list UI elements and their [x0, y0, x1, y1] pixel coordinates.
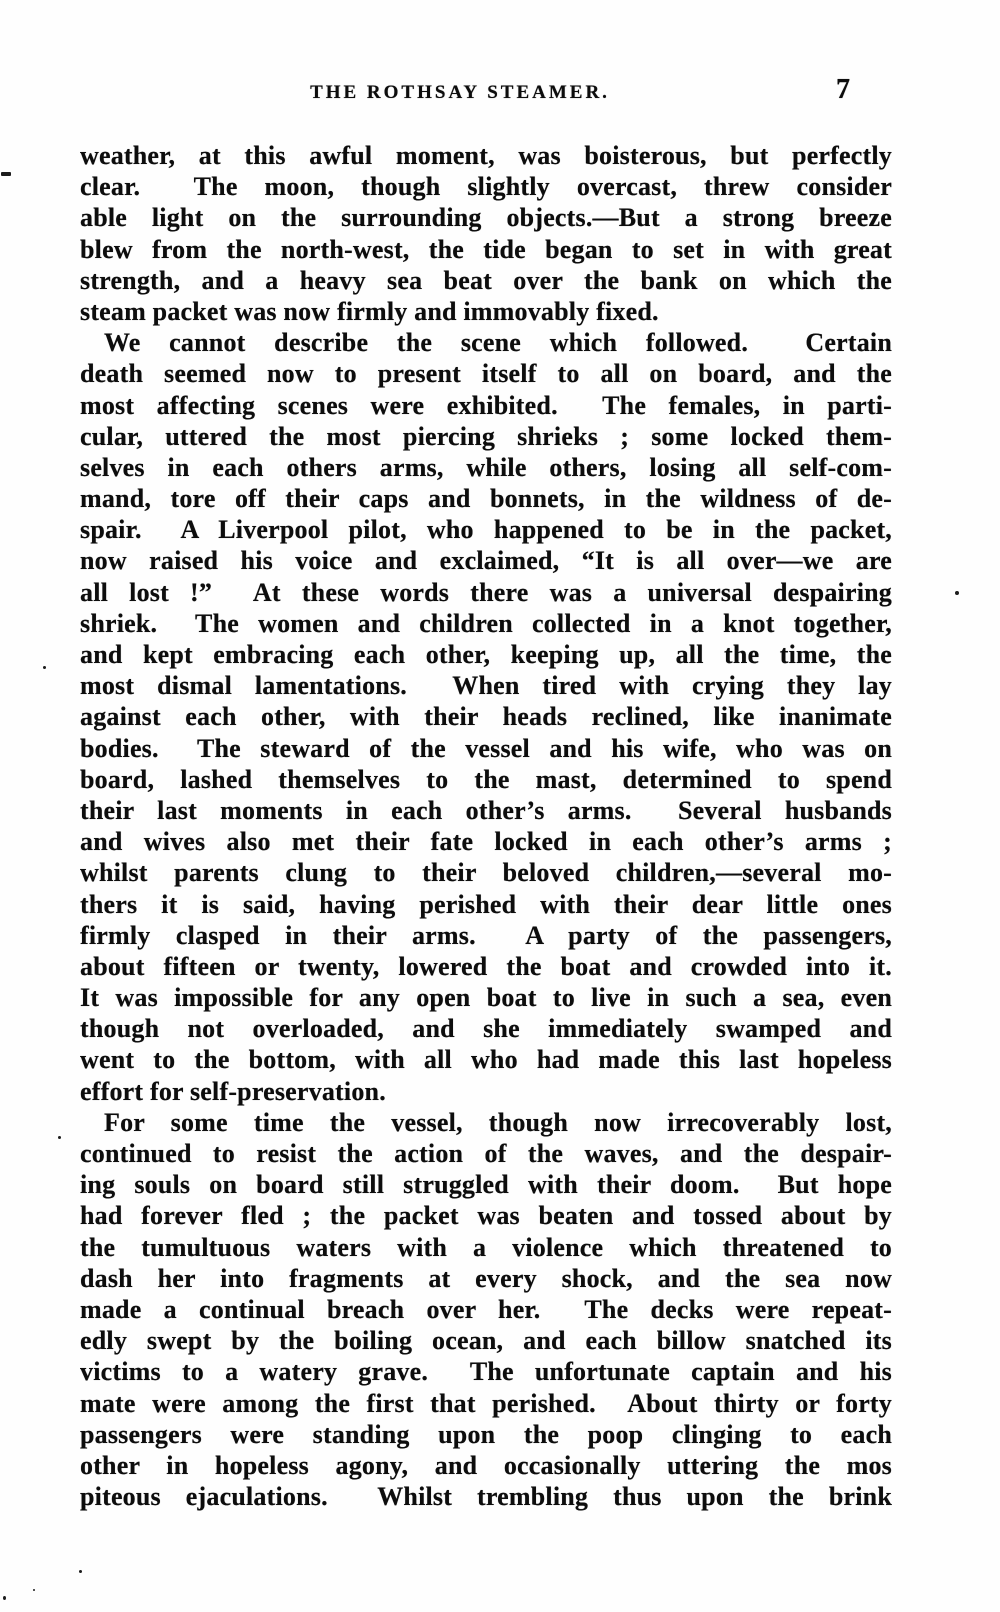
- text-line: clear. The moon, though slightly overcast, threw consider: [80, 172, 892, 202]
- text-line: able light on the surrounding objects.—But a strong breeze: [80, 203, 892, 233]
- text-line: continued to resist the action of the waves, and the despair-: [80, 1139, 892, 1168]
- text-line: edly swept by the boiling ocean, and each billow snatched its: [80, 1326, 892, 1356]
- text-line: selves in each others arms, while others, losing all self-com-: [80, 452, 892, 482]
- text-line: whilst parents clung to their beloved children,—several mo-: [80, 858, 892, 888]
- text-line: firmly clasped in their arms. A party of the passengers,: [80, 920, 892, 950]
- text-line: about fifteen or twenty, lowered the boat and crowded into it.: [80, 951, 892, 981]
- text-line: weather, at this awful moment, was boisterous, but perfectly: [80, 141, 892, 170]
- text-line: dash her into fragments at every shock, and the sea now: [80, 1263, 892, 1293]
- text-line: went to the bottom, with all who had made this last hopeless: [80, 1045, 892, 1075]
- text-line: now raised his voice and exclaimed, “It is all over—we are: [80, 546, 892, 576]
- scan-artifact-dot: [58, 1136, 61, 1139]
- scan-artifact-dash: [1, 172, 11, 176]
- text-line: cular, uttered the most piercing shrieks ; some locked them-: [80, 421, 892, 451]
- text-line: death seemed now to present itself to all on board, and the: [80, 359, 892, 389]
- paragraph: [80, 327, 892, 1107]
- page-number: 7: [836, 74, 850, 105]
- text-line: We cannot describe the scene which followed. Certain: [104, 328, 892, 358]
- text-line: steam packet was now firmly and immovably fixed.: [80, 296, 659, 326]
- scan-artifact-dot: [955, 591, 959, 595]
- scan-artifact-dot: [3, 1596, 6, 1600]
- text-line: their last moments in each other’s arms. Several husbands: [80, 795, 892, 825]
- text-line: made a continual breach over her. The decks were repeat-: [80, 1294, 892, 1324]
- text-line: mate were among the first that perished. About thirty or forty: [80, 1388, 892, 1418]
- text-line: passengers were standing upon the poop clinging to each: [80, 1419, 892, 1449]
- text-line: shriek. The women and children collected in a knot together,: [80, 608, 892, 638]
- text-line: and wives also met their fate locked in each other’s arms ;: [80, 827, 892, 857]
- text-line: and kept embracing each other, keeping up, all the time, the: [80, 640, 892, 669]
- text-line: most affecting scenes were exhibited. The females, in parti-: [80, 390, 892, 420]
- text-line: the tumultuous waters with a violence which threatened to: [80, 1232, 892, 1262]
- text-line: strength, and a heavy sea beat over the bank on which the: [80, 265, 892, 295]
- text-line: For some time the vessel, though now irrecoverably lost,: [104, 1107, 892, 1137]
- scan-artifact-dot: [79, 1570, 82, 1573]
- text-line: mand, tore off their caps and bonnets, in the wildness of de-: [80, 484, 892, 514]
- text-line: It was impossible for any open boat to live in such a sea, even: [80, 983, 892, 1013]
- text-line: though not overloaded, and she immediately swamped and: [80, 1014, 892, 1044]
- scan-artifact-dot: [43, 666, 46, 669]
- text-line: against each other, with their heads reclined, like inanimate: [80, 702, 892, 732]
- text-line: piteous ejaculations. Whilst trembling thus upon the brink: [80, 1482, 892, 1512]
- text-line: had forever fled ; the packet was beaten and tossed about by: [80, 1201, 892, 1231]
- text-line: all lost !” At these words there was a universal despairing: [80, 577, 892, 607]
- paragraph: [80, 1107, 892, 1512]
- text-line: most dismal lamentations. When tired with crying they lay: [80, 671, 892, 701]
- text-line: victims to a watery grave. The unfortunate captain and his: [80, 1357, 892, 1387]
- text-line: blew from the north-west, the tide began to set in with great: [80, 234, 892, 264]
- text-line: spair. A Liverpool pilot, who happened to be in the packet,: [80, 515, 892, 545]
- body-text: [80, 140, 892, 1512]
- text-line: ing souls on board still struggled with their doom. But hope: [80, 1170, 892, 1200]
- scan-artifact-dot: [33, 1589, 35, 1591]
- text-line: thers it is said, having perished with their dear little ones: [80, 889, 892, 919]
- paragraph: [80, 140, 892, 327]
- text-line: other in hopeless agony, and occasionally uttering the mos: [80, 1450, 892, 1480]
- text-line: board, lashed themselves to the mast, determined to spend: [80, 764, 892, 794]
- text-line: bodies. The steward of the vessel and his wife, who was on: [80, 733, 892, 763]
- running-header-title: THE ROTHSAY STEAMER.: [310, 82, 610, 103]
- text-line: effort for self-preservation.: [80, 1076, 386, 1106]
